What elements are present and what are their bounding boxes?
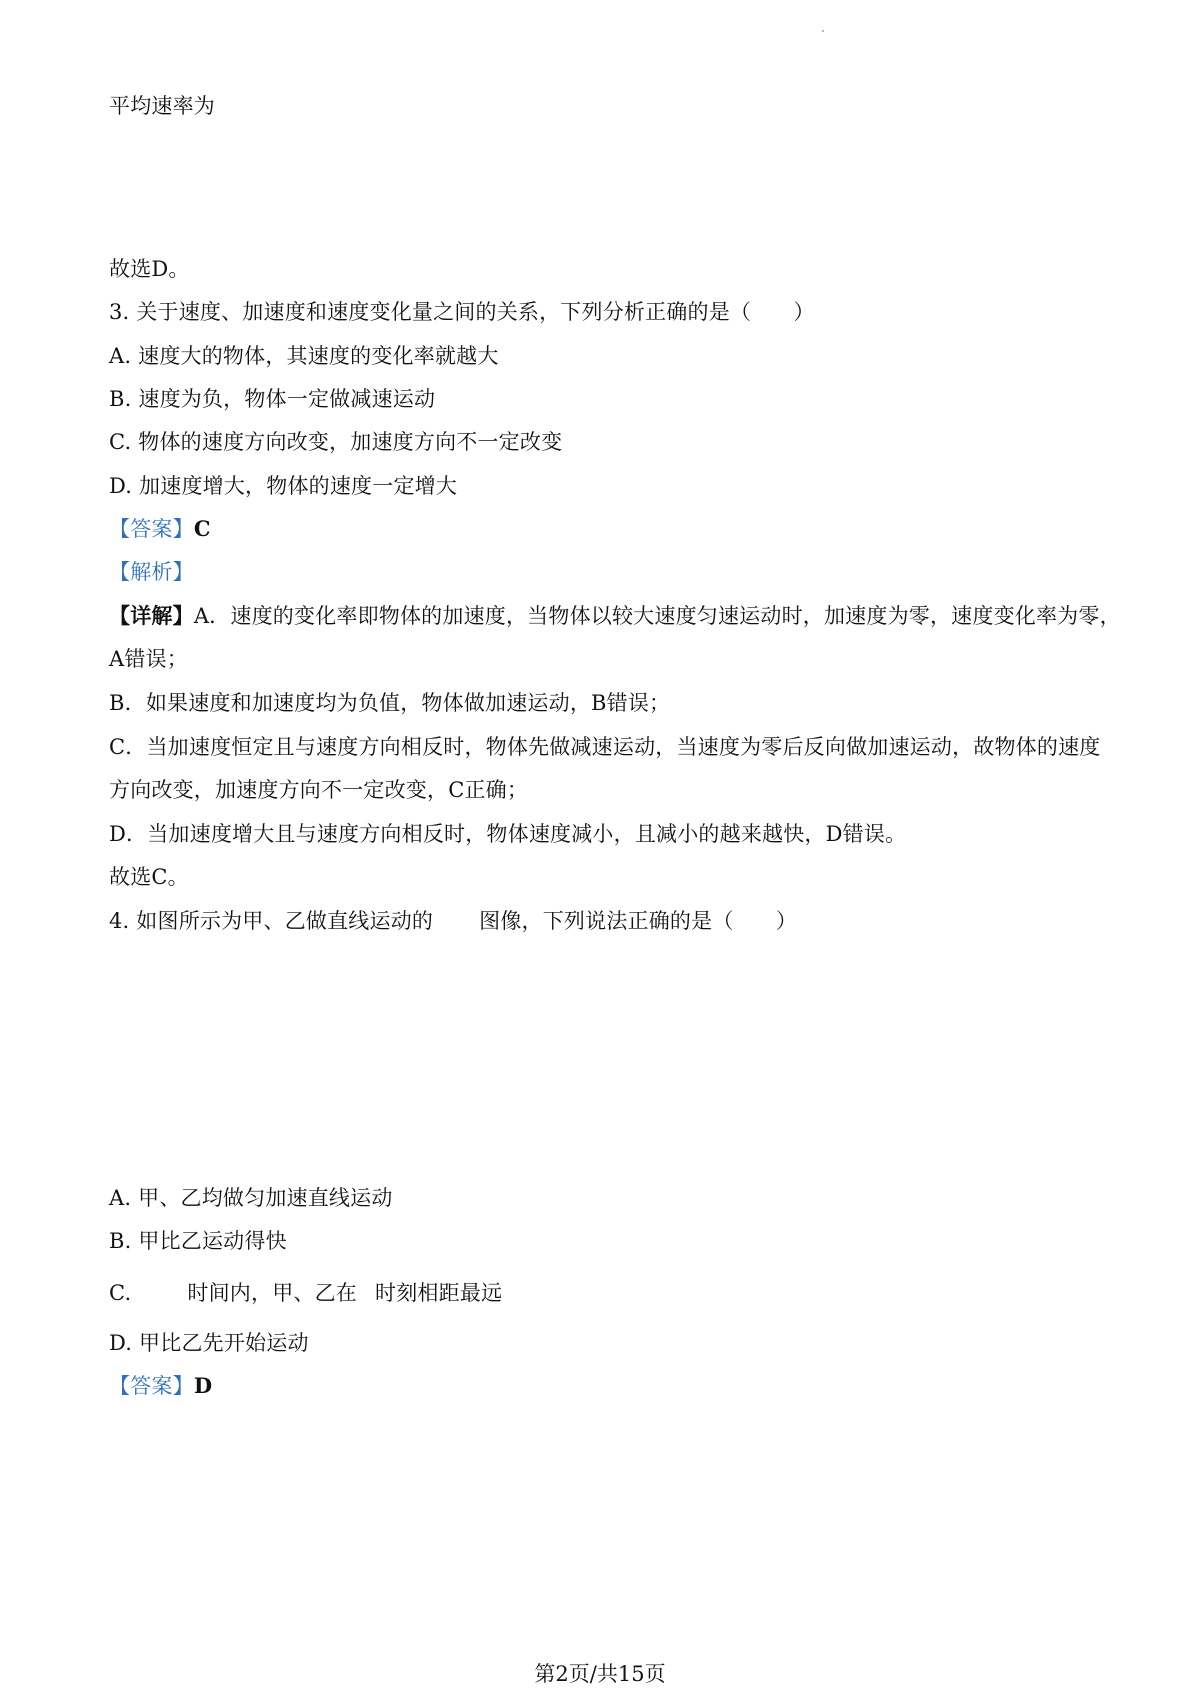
q4-option-d: D. 甲比乙先开始运动 — [109, 1331, 309, 1355]
scan-speck — [822, 30, 824, 32]
q4-stem-part2: 图像，下列说法正确的是（ ） — [479, 909, 798, 933]
q3-answer-tag: 【答案】 — [109, 517, 194, 541]
q3-option-d: D. 加速度增大，物体的速度一定增大 — [109, 474, 458, 498]
choose-c-line: 故选C。 — [109, 865, 189, 889]
q4-c-part1: 时间内，甲、乙在 — [187, 1281, 358, 1305]
q4-stem-part1: 4. 如图所示为甲、乙做直线运动的 — [109, 909, 434, 933]
q4-option-b: B. 甲比乙运动得快 — [109, 1229, 287, 1253]
q3-stem: 3. 关于速度、加速度和速度变化量之间的关系，下列分析正确的是（ ） — [109, 300, 815, 324]
q3-analysis — [109, 558, 194, 586]
q3-answer — [109, 515, 211, 543]
q3-detail-b: B．如果速度和加速度均为负值，物体做加速运动，B错误； — [109, 691, 671, 715]
choose-d-line: 故选D。 — [109, 257, 190, 281]
q3-detail-tag: 【详解】 — [109, 603, 194, 628]
q4-c-part2: 时刻相距最远 — [375, 1281, 503, 1305]
q4-option-c — [109, 1279, 502, 1307]
q3-detail-c-line2: 方向改变，加速度方向不一定改变，C正确； — [109, 778, 529, 802]
q3-analysis-tag: 【解析】 — [109, 560, 194, 584]
q4-option-a: A. 甲、乙均做匀加速直线运动 — [109, 1186, 393, 1210]
q4-c-label: C. — [109, 1281, 132, 1305]
q4-answer-value: D — [193, 1373, 213, 1398]
q3-detail-a-line2: A错误； — [109, 647, 188, 671]
page-footer: 第2页/共15页 — [534, 1662, 666, 1686]
q4-stem — [109, 907, 797, 935]
q3-detail-a1-text: A．速度的变化率即物体的加速度，当物体以较大速度匀速运动时，加速度为零，速度变化率为零， — [193, 604, 1121, 628]
q3-detail-a-line1 — [109, 602, 1121, 630]
q3-detail-c-line1: C．当加速度恒定且与速度方向相反时，物体先做减速运动，当速度为零后反向做加速运动，故物体的速度 — [109, 735, 1101, 759]
q3-option-a: A. 速度大的物体，其速度的变化率就越大 — [109, 344, 499, 368]
q3-option-b: B. 速度为负，物体一定做减速运动 — [109, 387, 436, 411]
q4-answer-tag: 【答案】 — [109, 1374, 194, 1398]
q3-detail-d: D．当加速度增大且与速度方向相反时，物体速度减小，且减小的越来越快，D错误。 — [109, 822, 907, 846]
q4-answer — [109, 1372, 212, 1400]
q3-answer-value: C — [193, 516, 211, 541]
q3-option-c: C. 物体的速度方向改变，加速度方向不一定改变 — [109, 430, 563, 454]
avg-speed-line: 平均速率为 — [109, 94, 215, 118]
